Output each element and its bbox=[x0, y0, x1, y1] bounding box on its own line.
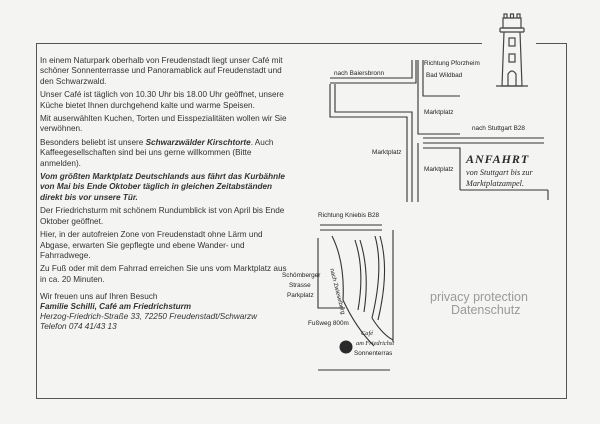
kirschtorte-highlight: Schwarzwälder Kirschtorte bbox=[145, 137, 251, 147]
label-cafe: Café bbox=[361, 330, 374, 337]
label-schoemberger-3: Parkplatz bbox=[287, 292, 314, 299]
label-nach-baiersbronn: nach Baiersbronn bbox=[334, 70, 385, 77]
label-bad-wildbad: Bad Wildbad bbox=[426, 72, 463, 79]
anfahrt-line-1: von Stuttgart bis zur bbox=[466, 168, 533, 177]
kirschtorte-post: . Auch Kaffeegesellschaften sind bei uns gerne willkommen (Bitte anmelden). bbox=[40, 137, 274, 168]
watermark-line-2: Datenschutz bbox=[451, 303, 521, 317]
paragraph-cakes: Mit auserwählten Kuchen, Torten und Eisspezialitäten wollen wir Sie verwöhnen. bbox=[40, 114, 287, 134]
paragraph-location: In einem Naturpark oberhalb von Freudenstadt liegt unser Café mit schöner Sonnenterrasse und Panoramablick auf Freudenstadt und den Schwarzwald. bbox=[40, 56, 283, 86]
label-fussweg: Fußweg 800m bbox=[308, 320, 349, 327]
cafe-location-dot bbox=[340, 341, 353, 354]
top-map-outer-left bbox=[330, 84, 407, 202]
top-map-inner-left bbox=[335, 84, 412, 202]
label-richtung-kniebis: Richtung Kniebis B28 bbox=[318, 212, 380, 219]
bottom-map-right-a bbox=[372, 236, 379, 318]
paragraph-kurbaehnle: Vom größten Marktplatz Deutschlands aus fährt das Kurbähnle von Mai bis Ende Oktober täglich in gleichen Zeitabständen direkt bis vor unsere Tür. bbox=[40, 172, 285, 202]
label-nach-stuttgart: nach Stuttgart B28 bbox=[472, 125, 525, 132]
bottom-map-street-a bbox=[355, 240, 361, 310]
kirschtorte-pre: Besonders beliebt ist unsere bbox=[40, 137, 146, 147]
paragraph-fussweg: Zu Fuß oder mit dem Fahrrad erreichen Sie uns vom Marktplatz aus in ca. 20 Minuten. bbox=[40, 264, 287, 284]
bottom-map-road-d bbox=[372, 318, 393, 340]
label-marktplatz-2: Marktplatz bbox=[372, 149, 402, 156]
label-marktplatz-3: Marktplatz bbox=[424, 166, 454, 173]
label-am-friedrichsturm: am Friedrichst bbox=[356, 340, 395, 347]
label-schoemberger-2: Strasse bbox=[289, 282, 311, 289]
closing-address: Herzog-Friedrich-Straße 33, 72250 Freudenstadt/Schwarzw bbox=[40, 312, 258, 322]
privacy-watermark bbox=[430, 291, 528, 317]
anfahrt-body bbox=[466, 168, 586, 189]
label-zwieselberg: nach Zwieselberg bbox=[328, 268, 346, 316]
anfahrt-line-2: Marktplatzampel. bbox=[466, 178, 524, 188]
anfahrt-heading: ANFAHRT bbox=[466, 152, 530, 166]
label-sonnenterrasse: Sonnenterras bbox=[354, 350, 393, 357]
label-marktplatz-1: Marktplatz bbox=[424, 109, 454, 116]
paragraph-autofrei: Hier, in der autofreien Zone von Freudenstadt ohne Lärm und Abgase, erwarten Sie gepflegte und ebene Wander- und Fahrradwege. bbox=[40, 230, 263, 260]
label-schoemberger-1: Schömberger bbox=[282, 272, 321, 279]
watermark-line-1: privacy protection bbox=[430, 290, 528, 304]
paragraph-hours: Unser Café ist täglich von 10.30 Uhr bis 18.00 Uhr geöffnet, unsere Küche bietet Ihnen durchgehend kalte und warme Speisen. bbox=[40, 90, 284, 110]
closing-greeting: Wir freuen uns auf Ihren Besuch bbox=[40, 292, 158, 302]
closing-phone: Telefon 074 41/43 13 bbox=[40, 322, 117, 332]
label-richtung-pforzheim: Richtung Pforzheim bbox=[424, 60, 480, 67]
paragraph-friedrichsturm: Der Friedrichsturm mit schönem Rundumblick ist von April bis Ende Oktober geöffnet. bbox=[40, 206, 285, 226]
closing-signature: Familie Schilli, Café am Friedrichsturm bbox=[40, 302, 192, 312]
